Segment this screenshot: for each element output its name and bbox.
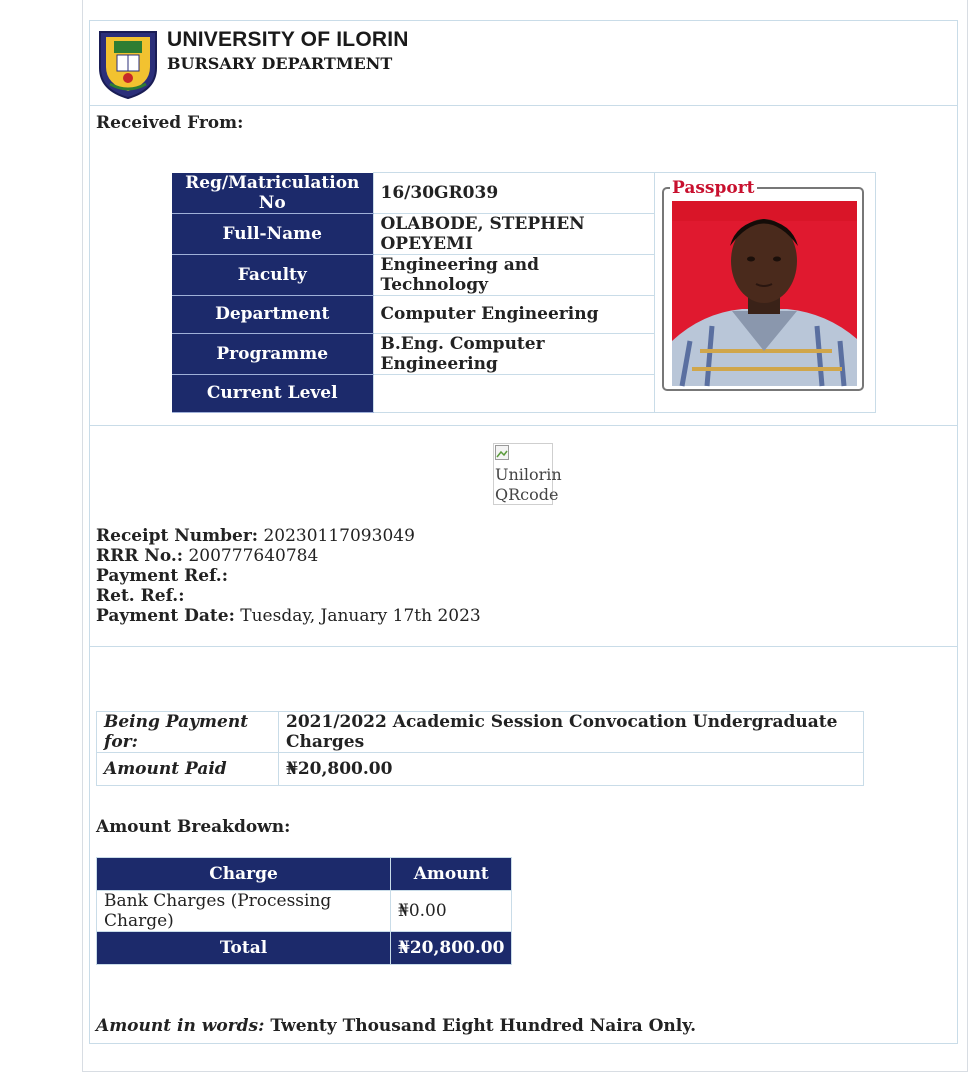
amount-cell: ₦0.00: [391, 891, 512, 932]
being-payment-for-label: Being Payment for:: [97, 712, 279, 753]
faculty-label: Faculty: [172, 254, 373, 295]
amount-header: Amount: [391, 858, 512, 891]
divider: [89, 425, 958, 426]
payment-ref-line: [96, 566, 228, 586]
receipt-number-value: 20230117093049: [263, 526, 415, 546]
total-label: Total: [97, 932, 391, 965]
amount-paid-label: Amount Paid: [97, 753, 279, 786]
breakdown-table: [96, 857, 512, 965]
receipt-number-line: [96, 526, 415, 546]
divider: [89, 105, 958, 106]
programme-value: B.Eng. Computer Engineering: [373, 333, 654, 374]
amount-in-words-line: [96, 1016, 696, 1036]
programme-label: Programme: [172, 333, 373, 374]
being-payment-for-value: 2021/2022 Academic Session Convocation Undergraduate Charges: [279, 712, 864, 753]
payment-ref-label: Payment Ref.:: [96, 566, 228, 586]
amount-breakdown-label: Amount Breakdown:: [96, 817, 291, 837]
university-name: UNIVERSITY OF ILORIN: [167, 28, 409, 51]
current-level-label: Current Level: [172, 374, 373, 412]
ret-ref-label: Ret. Ref.:: [96, 586, 185, 606]
full-name-label: Full-Name: [172, 213, 373, 254]
rrr-line: [96, 546, 318, 566]
amount-paid-value: ₦20,800.00: [279, 753, 864, 786]
department-value: Computer Engineering: [373, 295, 654, 333]
passport-label: Passport: [672, 178, 755, 198]
charge-cell: Bank Charges (Processing Charge): [97, 891, 391, 932]
table-row: [97, 712, 864, 753]
ret-ref-line: [96, 586, 184, 606]
amount-in-words-value: Twenty Thousand Eight Hundred Naira Only.: [270, 1016, 697, 1036]
rrr-label: RRR No.:: [96, 546, 184, 566]
rrr-value: 200777640784: [188, 546, 319, 566]
amount-in-words-label: Amount in words:: [96, 1016, 265, 1036]
current-level-value: [373, 374, 654, 412]
broken-image-icon: [495, 445, 509, 460]
department-name: BURSARY DEPARTMENT: [167, 54, 393, 73]
total-row: [97, 932, 512, 965]
reg-no-value: 16/30GR039: [373, 173, 654, 214]
passport-photo: [672, 201, 857, 386]
qr-alt-text: Unilorin QRcode: [495, 465, 562, 504]
full-name-value: OLABODE, STEPHEN OPEYEMI: [373, 213, 654, 254]
payment-table: [96, 711, 864, 786]
reg-no-label: Reg/Matriculation No: [172, 173, 373, 214]
payment-date-line: [96, 606, 481, 626]
charge-header: Charge: [97, 858, 391, 891]
payment-date-label: Payment Date:: [96, 606, 235, 626]
faculty-value: Engineering and Technology: [373, 254, 654, 295]
total-amount: ₦20,800.00: [391, 932, 512, 965]
received-from-label: Received From:: [96, 113, 244, 133]
payment-date-value: Tuesday, January 17th 2023: [240, 606, 481, 626]
table-header-row: [97, 858, 512, 891]
receipt-number-label: Receipt Number:: [96, 526, 259, 546]
table-row: [97, 753, 864, 786]
department-label: Department: [172, 295, 373, 333]
qr-code-image: [493, 443, 562, 505]
table-row: [97, 891, 512, 932]
divider: [89, 646, 958, 647]
university-crest-logo: [96, 28, 160, 100]
